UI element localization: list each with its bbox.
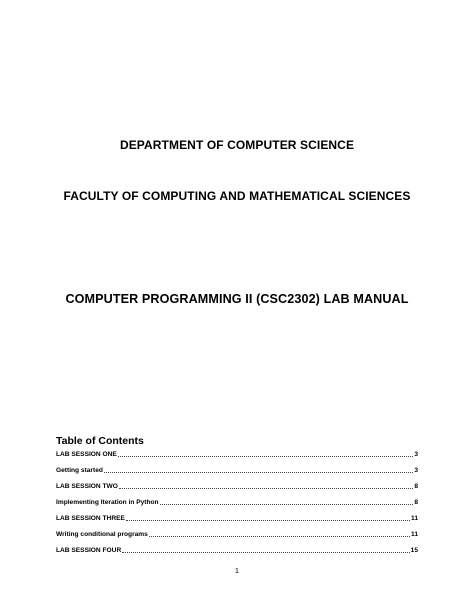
toc-entry-label: LAB SESSION FOUR (56, 547, 122, 554)
toc-entry-label: LAB SESSION ONE (56, 451, 117, 458)
toc-entry-page: 8 (414, 483, 418, 490)
toc-entry-page: 15 (410, 547, 418, 554)
toc-entry-page: 11 (411, 515, 418, 522)
toc-entry[interactable] (56, 529, 418, 541)
toc-entry[interactable] (56, 545, 418, 557)
toc-dot-leader (118, 449, 414, 457)
toc-entry[interactable] (56, 497, 418, 509)
toc-entry-label: LAB SESSION THREE (56, 515, 125, 522)
toc-dot-leader (119, 481, 413, 489)
toc-dot-leader (122, 545, 409, 553)
toc-dot-leader (104, 465, 413, 473)
toc-entry-page: 3 (414, 451, 418, 458)
toc-entry-label: Writing conditional programs (56, 531, 148, 538)
toc-entry-page: 3 (414, 467, 418, 474)
toc-entry-label: LAB SESSION TWO (56, 483, 118, 490)
toc-entry-label: Implementing Iteration in Python (56, 499, 159, 506)
faculty-heading: FACULTY OF COMPUTING AND MATHEMATICAL SCIENCES (63, 189, 411, 203)
toc-dot-leader (149, 529, 410, 537)
toc-dot-leader (126, 513, 410, 521)
toc-entry[interactable] (56, 465, 418, 477)
department-heading: DEPARTMENT OF COMPUTER SCIENCE (119, 138, 355, 152)
toc-entry-page: 8 (414, 499, 418, 506)
toc-dot-leader (160, 497, 414, 505)
toc-entry-page: 11 (411, 531, 418, 538)
toc-entry[interactable] (56, 481, 418, 493)
course-title: COMPUTER PROGRAMMING II (CSC2302) LAB MANUAL (65, 292, 409, 306)
toc-entry[interactable] (56, 513, 418, 525)
toc-entry-label: Getting started (56, 467, 103, 474)
toc-entry[interactable] (56, 449, 418, 461)
page-number: 1 (234, 566, 240, 575)
toc-title: Table of Contents (56, 435, 144, 447)
